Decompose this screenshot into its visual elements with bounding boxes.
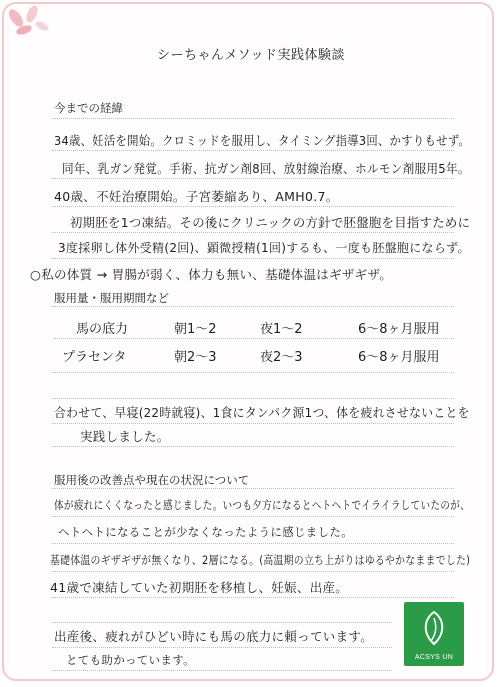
morning-dose: 朝2〜3 [174, 350, 217, 365]
divider [52, 398, 454, 399]
morning-dose: 朝1〜2 [174, 322, 217, 337]
history-line: 40歳、不妊治療開始。子宮萎縮あり、AMH0.7。 [54, 189, 339, 204]
practice-note: 合わせて、早寝(22時就寝)、1食にタンパク源1つ、体を疲れさせないことを [54, 405, 470, 420]
history-line: 初期胚を1つ凍結。その後にクリニックの方針で胚盤胞を目指すために [70, 215, 471, 230]
divider [52, 571, 454, 572]
result-line: ヘトヘトになることが少なくなったように感じました。 [58, 525, 353, 539]
divider [52, 543, 454, 544]
history-line: 34歳、妊活を開始。クロミッドを服用し、タイミング指導3回、かすりもせず。 [54, 133, 471, 148]
leaf-decoration-icon [0, 0, 60, 45]
divider [52, 206, 454, 207]
divider [54, 338, 454, 339]
divider [52, 647, 392, 648]
section-header-dosage: 服用量・服用期間など [54, 291, 169, 305]
result-line: 体が疲れにくくなったと感じました。いつも夕方になるとヘトヘトでイライラしていたのが、 [54, 498, 471, 512]
history-line: ○私の体質 → 胃腸が弱く、体力も無い、基礎体温はギザギザ。 [30, 267, 393, 282]
divider [52, 597, 454, 598]
divider [52, 670, 392, 671]
brand-logo [404, 602, 464, 666]
divider [52, 150, 454, 151]
product-name: 馬の底力 [76, 322, 129, 337]
divider [52, 446, 454, 447]
table-row [54, 342, 454, 370]
period: 6〜8ヶ月服用 [358, 350, 440, 365]
result-line: 基礎体温のギザギザが無くなり、2層になる。(高温期の立ち上がりはゆるやかなままでした) [50, 553, 471, 567]
brand-name: ACSYS UN [414, 654, 454, 661]
divider [52, 232, 454, 233]
dosage-table [54, 306, 454, 378]
divider [52, 488, 454, 489]
section-header-history: 今までの経緯 [54, 101, 123, 115]
period: 6〜8ヶ月服用 [358, 322, 440, 337]
night-dose: 夜2〜3 [260, 350, 303, 365]
divider [52, 516, 454, 517]
divider [52, 258, 454, 259]
leaf-icon [419, 610, 449, 646]
divider [52, 372, 454, 373]
result-line: とても助かっています。 [66, 653, 195, 667]
practice-note: 実践しました。 [80, 429, 170, 444]
result-line: 41歳で凍結していた初期胚を移植し、妊娠、出産。 [50, 580, 349, 595]
section-header-results: 服用後の改善点や現在の状況について [54, 473, 250, 487]
night-dose: 夜1〜2 [260, 322, 303, 337]
divider [52, 622, 392, 623]
divider [52, 178, 454, 179]
divider [52, 118, 454, 119]
product-name: プラセンタ [62, 350, 127, 365]
result-line: 出産後、疲れがひどい時にも馬の底力に頼っています。 [54, 629, 374, 644]
history-line: 同年、乳ガン発覚。手術、抗ガン剤8回、放射線治療、ホルモン剤服用5年。 [62, 161, 470, 176]
history-line: 3度採卵し体外受精(2回)、顕微授精(1回)するも、一度も胚盤胞にならず。 [58, 241, 470, 255]
page-title: シーちゃんメソッド実践体験談 [157, 48, 345, 63]
divider [52, 423, 454, 424]
